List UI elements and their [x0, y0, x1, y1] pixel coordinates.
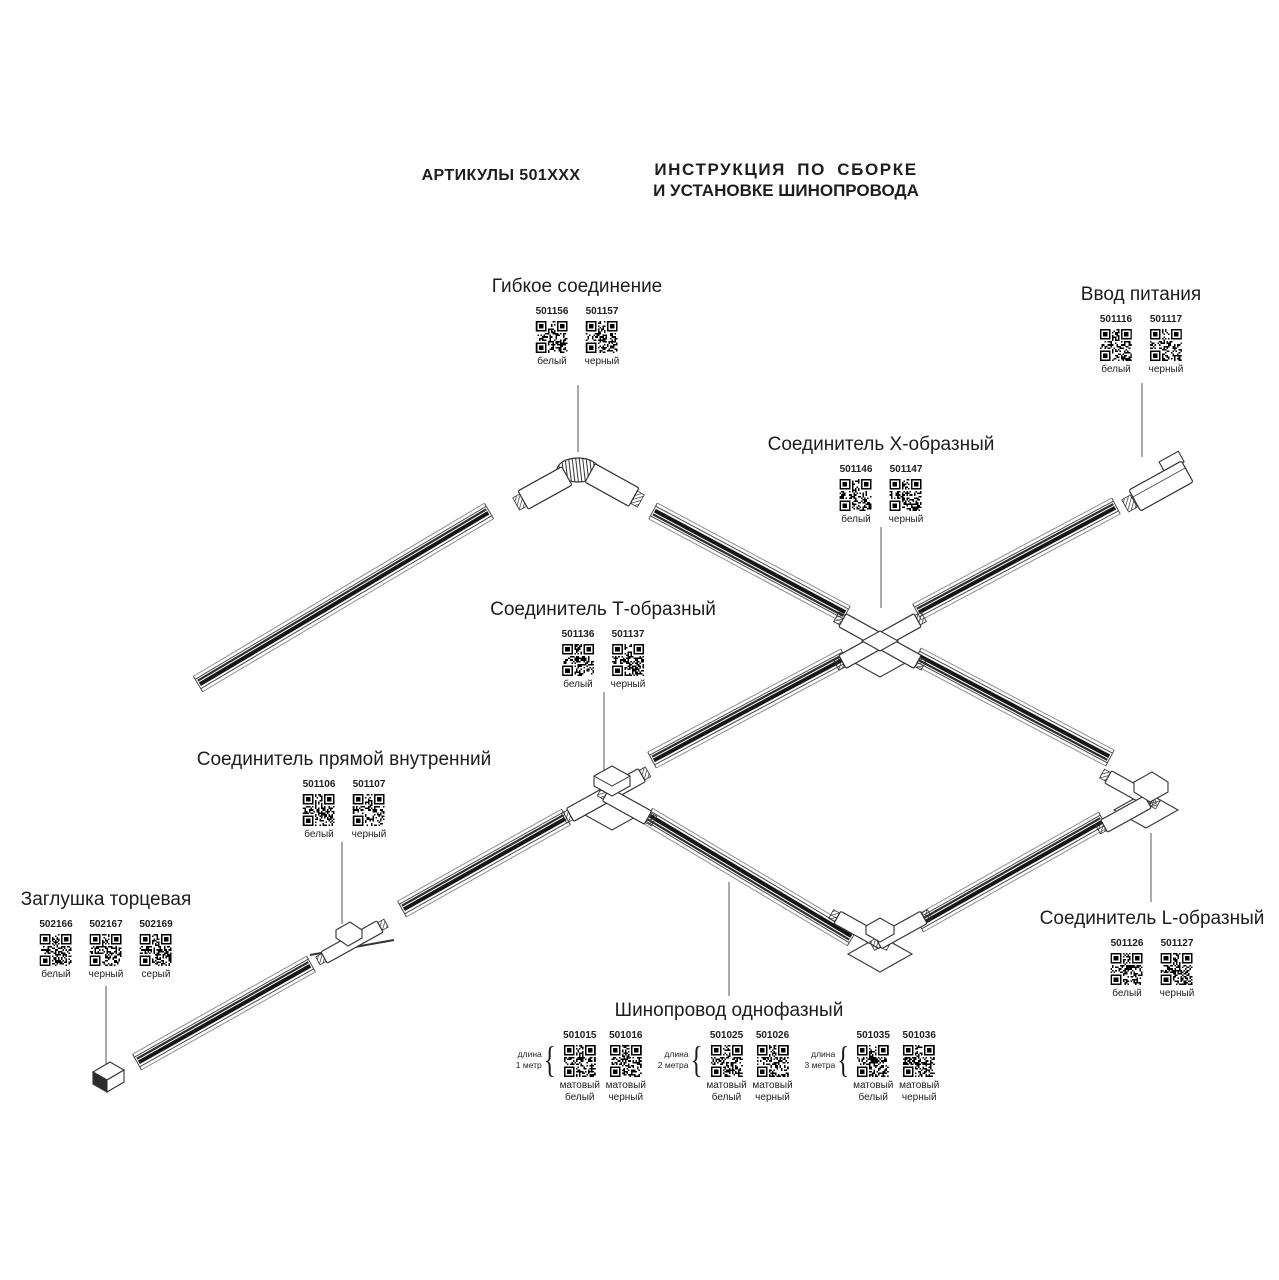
product-variant	[1098, 314, 1134, 375]
product-variant	[560, 629, 596, 690]
color-label: матовый черный	[605, 1080, 646, 1103]
color-label: белый	[563, 679, 593, 690]
qr-code	[90, 934, 122, 966]
article-number: 502166	[39, 919, 73, 930]
article-number: 501026	[755, 1030, 790, 1041]
article-number: 501136	[561, 629, 595, 640]
qr-code	[610, 1045, 642, 1077]
length-text-line1: длина	[664, 1049, 689, 1060]
qr-code	[1161, 953, 1193, 985]
product-title: Заглушка торцевая	[20, 889, 192, 910]
article-number: 502169	[139, 919, 173, 930]
qr-code	[562, 644, 594, 676]
variant-row	[534, 306, 620, 367]
brace-glyph: {	[543, 1039, 556, 1081]
color-label: черный	[1148, 364, 1184, 375]
color-label: черный	[1159, 988, 1195, 999]
product-variant	[584, 306, 620, 367]
article-number: 501126	[1110, 938, 1144, 949]
brace-glyph: {	[690, 1039, 703, 1081]
length-sections-row	[516, 1030, 942, 1103]
product-title: Соединитель Т-образный	[490, 599, 716, 620]
article-number: 501036	[902, 1030, 936, 1041]
product-variant	[888, 464, 924, 525]
qr-code	[40, 934, 72, 966]
product-variant	[351, 779, 387, 840]
qr-code	[612, 644, 644, 676]
product-variant	[301, 779, 337, 840]
length-section	[516, 1030, 649, 1103]
articles-title: АРТИКУЛЫ 501XXX	[421, 167, 581, 184]
variant-row	[560, 629, 646, 690]
qr-code	[1111, 953, 1143, 985]
product-title: Соединитель прямой внутренний	[196, 749, 492, 770]
article-number: 501025	[709, 1030, 744, 1041]
length-text	[805, 1049, 836, 1070]
color-label: серый	[141, 969, 171, 980]
length-text	[658, 1049, 689, 1070]
variant-row	[1109, 938, 1195, 999]
product-variant	[896, 1030, 942, 1103]
color-label: матовый черный	[899, 1080, 940, 1103]
product-title: Ввод питания	[1080, 284, 1202, 305]
product-group-straight-inner-connector	[197, 749, 492, 840]
color-label: белый	[1112, 988, 1142, 999]
article-number: 501127	[1160, 938, 1194, 949]
length-text-line2: 2 метра	[657, 1060, 689, 1070]
product-variant	[704, 1030, 750, 1103]
color-label: черный	[610, 679, 646, 690]
variant-row	[1098, 314, 1184, 375]
product-group-single-phase-track	[516, 1000, 942, 1103]
article-number: 501156	[535, 306, 569, 317]
qr-code	[353, 794, 385, 826]
qr-code	[586, 321, 618, 353]
article-number: 501157	[585, 306, 619, 317]
product-variant	[534, 306, 570, 367]
color-label: матовый белый	[853, 1080, 894, 1103]
main-title-line1: ИНСТРУКЦИЯ ПО СБОРКЕ	[654, 160, 918, 179]
color-label: белый	[41, 969, 71, 980]
length-text	[516, 1049, 542, 1070]
qr-code	[536, 321, 568, 353]
product-title: Соединитель X-образный	[767, 434, 995, 455]
product-group-x-connector	[768, 434, 995, 525]
length-label	[515, 1039, 557, 1081]
color-label: черный	[88, 969, 124, 980]
product-variant	[1159, 938, 1195, 999]
length-section	[658, 1030, 796, 1103]
length-label	[804, 1039, 851, 1081]
flexible-right-block	[585, 464, 639, 507]
product-variant	[750, 1030, 796, 1103]
length-text-line1: длина	[811, 1049, 836, 1060]
variant-row	[301, 779, 387, 840]
length-text-line2: 1 метр	[515, 1060, 542, 1070]
article-number: 501015	[563, 1030, 597, 1041]
product-variant	[557, 1030, 603, 1103]
color-label: черный	[351, 829, 387, 840]
color-label: матовый белый	[559, 1080, 600, 1103]
qr-code	[903, 1045, 935, 1077]
product-group-end-cap	[21, 889, 192, 980]
product-variant	[603, 1030, 649, 1103]
qr-code	[303, 794, 335, 826]
color-label: белый	[1101, 364, 1131, 375]
qr-code	[757, 1045, 789, 1077]
article-number: 501107	[352, 779, 386, 790]
product-group-l-connector	[1040, 908, 1265, 999]
variant-row	[838, 464, 924, 525]
product-variant	[838, 464, 874, 525]
product-variant	[850, 1030, 896, 1103]
qr-code	[857, 1045, 889, 1077]
product-variant	[138, 919, 174, 980]
product-variant	[1109, 938, 1145, 999]
length-section	[805, 1030, 943, 1103]
qr-code	[1150, 329, 1182, 361]
length-label	[657, 1039, 704, 1081]
main-title	[653, 159, 919, 201]
color-label: матовый белый	[706, 1080, 747, 1103]
article-number: 501147	[889, 464, 923, 475]
variant-row	[38, 919, 174, 980]
article-number: 501016	[609, 1030, 643, 1041]
product-title: Соединитель L-образный	[1039, 908, 1265, 929]
product-group-t-connector	[490, 599, 716, 690]
qr-code	[890, 479, 922, 511]
article-number: 501116	[1099, 314, 1133, 325]
main-title-line2: И УСТАНОВКЕ ШИНОПРОВОДА	[653, 181, 919, 200]
product-title: Шинопровод однофазный	[614, 1000, 844, 1021]
qr-code	[564, 1045, 596, 1077]
product-variant	[38, 919, 74, 980]
product-group-flexible-joint	[492, 276, 663, 367]
color-label: белый	[304, 829, 334, 840]
qr-code	[711, 1045, 743, 1077]
flexible-left-block	[518, 467, 572, 510]
color-label: белый	[841, 514, 871, 525]
color-label: матовый черный	[752, 1080, 793, 1103]
product-group-power-feed	[1081, 284, 1201, 375]
track-rail	[913, 648, 1114, 766]
article-number: 501146	[839, 464, 873, 475]
qr-code	[1100, 329, 1132, 361]
product-title: Гибкое соединение	[491, 276, 663, 297]
power-feed-body	[1114, 451, 1194, 516]
track-rail	[643, 808, 856, 945]
color-label: черный	[888, 514, 924, 525]
product-variant	[610, 629, 646, 690]
article-number: 501106	[302, 779, 336, 790]
brace-glyph: {	[837, 1039, 850, 1081]
qr-code	[140, 934, 172, 966]
qr-code	[840, 479, 872, 511]
article-number: 501117	[1149, 314, 1183, 325]
color-label: белый	[537, 356, 567, 367]
article-number: 502167	[89, 919, 123, 930]
track-rail	[193, 503, 493, 691]
article-number: 501035	[856, 1030, 890, 1041]
article-number: 501137	[611, 629, 645, 640]
length-text-line1: длина	[517, 1049, 542, 1060]
length-text-line2: 3 метра	[804, 1060, 836, 1070]
color-label: черный	[584, 356, 620, 367]
product-variant	[1148, 314, 1184, 375]
product-variant	[88, 919, 124, 980]
